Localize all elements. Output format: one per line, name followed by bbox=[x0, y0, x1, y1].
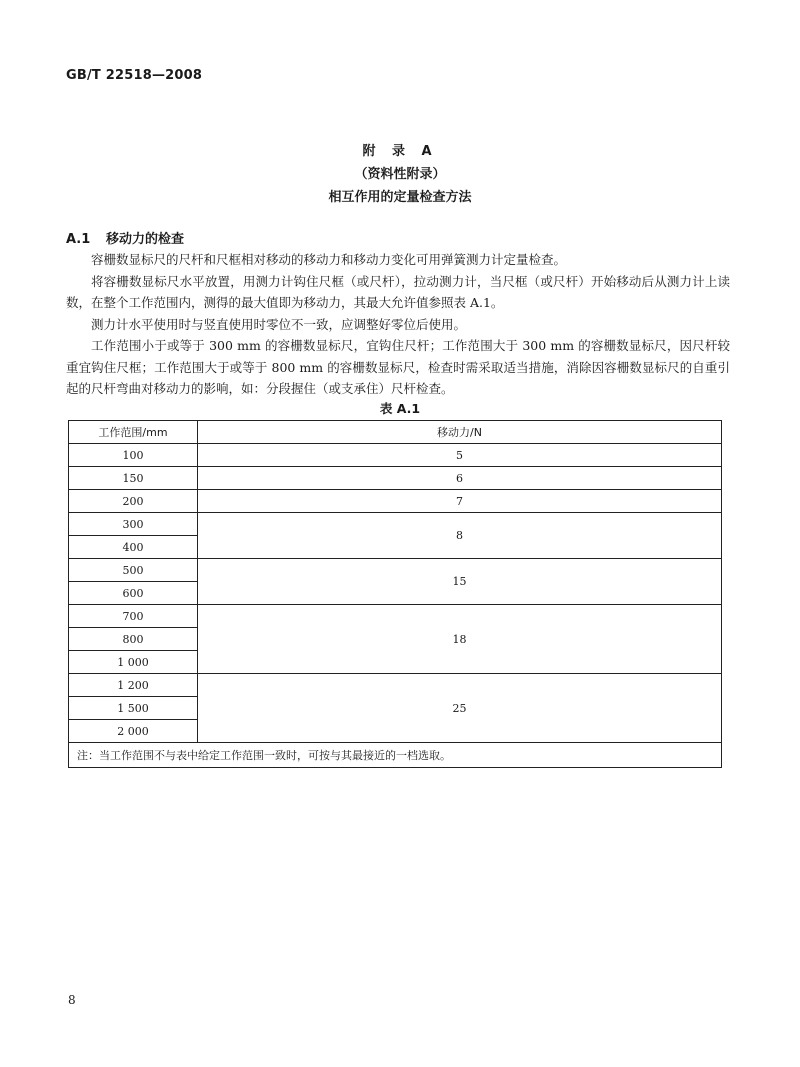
standard-code-header: GB/T 22518—2008 bbox=[66, 68, 203, 83]
paragraph: 将容栅数显标尺水平放置，用测力计钩住尺框（或尺杆），拉动测力计，当尺框（或尺杆）开始移动后从测力计上读数，在整个工作范围内，测得的最大值即为移动力，其最大允许值参照表 A.1。 bbox=[66, 273, 730, 310]
movement-force-table bbox=[68, 420, 722, 768]
movement-force-cell: 6 bbox=[198, 467, 722, 490]
annex-subtitle: （资料性附录） bbox=[354, 167, 446, 182]
working-range-cell: 300 bbox=[69, 513, 198, 536]
movement-force-cell: 25 bbox=[198, 674, 722, 743]
table-header-row bbox=[69, 421, 722, 444]
movement-force-cell: 8 bbox=[198, 513, 722, 559]
working-range-cell: 500 bbox=[69, 559, 198, 582]
paragraph: 测力计水平使用时与竖直使用时零位不一致，应调整好零位后使用。 bbox=[91, 316, 467, 332]
working-range-cell: 1 200 bbox=[69, 674, 198, 697]
table-row bbox=[69, 513, 722, 536]
working-range-cell: 1 000 bbox=[69, 651, 198, 674]
table-row bbox=[69, 467, 722, 490]
section-number: A.1 bbox=[66, 232, 91, 247]
working-range-cell: 700 bbox=[69, 605, 198, 628]
movement-force-cell: 18 bbox=[198, 605, 722, 674]
paragraph: 容栅数显标尺的尺杆和尺框相对移动的移动力和移动力变化可用弹簧测力计定量检查。 bbox=[91, 252, 567, 267]
working-range-cell: 800 bbox=[69, 628, 198, 651]
working-range-cell: 400 bbox=[69, 536, 198, 559]
working-range-cell: 1 500 bbox=[69, 697, 198, 720]
table-note: 注：当工作范围不与表中给定工作范围一致时，可按与其最接近的一档选取。 bbox=[69, 743, 722, 768]
movement-force-cell: 15 bbox=[198, 559, 722, 605]
working-range-cell: 100 bbox=[69, 444, 198, 467]
working-range-cell: 600 bbox=[69, 582, 198, 605]
table-row bbox=[69, 605, 722, 628]
table-note-row bbox=[69, 743, 722, 768]
working-range-cell: 200 bbox=[69, 490, 198, 513]
table-row bbox=[69, 490, 722, 513]
header-movement-force: 移动力/N bbox=[198, 421, 722, 444]
annex-title: 附 录 A bbox=[362, 144, 438, 159]
table-row bbox=[69, 674, 722, 697]
movement-force-cell: 5 bbox=[198, 444, 722, 467]
working-range-cell: 2 000 bbox=[69, 720, 198, 743]
table-caption: 表 A.1 bbox=[379, 401, 421, 416]
table-row bbox=[69, 559, 722, 582]
movement-force-cell: 7 bbox=[198, 490, 722, 513]
annex-name: 相互作用的定量检查方法 bbox=[328, 190, 472, 205]
body-text bbox=[66, 249, 730, 400]
page-number: 8 bbox=[68, 993, 76, 1007]
table-row bbox=[69, 444, 722, 467]
working-range-cell: 150 bbox=[69, 467, 198, 490]
paragraph: 工作范围小于或等于 300 mm 的容栅数显标尺，宜钩住尺杆；工作范围大于 300 mm 的容栅数显标尺，因尺杆较重宜钩住尺框；工作范围大于或等于 800 mm 的容栅数显标尺，检查时需采取适当措施，消除因容栅数显标尺的自重引起的尺杆弯曲对移动力的影响，如：分段握住（或支承住）尺杆检查。 bbox=[66, 338, 730, 396]
section-heading bbox=[66, 228, 184, 247]
section-title: 移动力的检查 bbox=[106, 232, 185, 247]
header-working-range: 工作范围/mm bbox=[69, 421, 198, 444]
